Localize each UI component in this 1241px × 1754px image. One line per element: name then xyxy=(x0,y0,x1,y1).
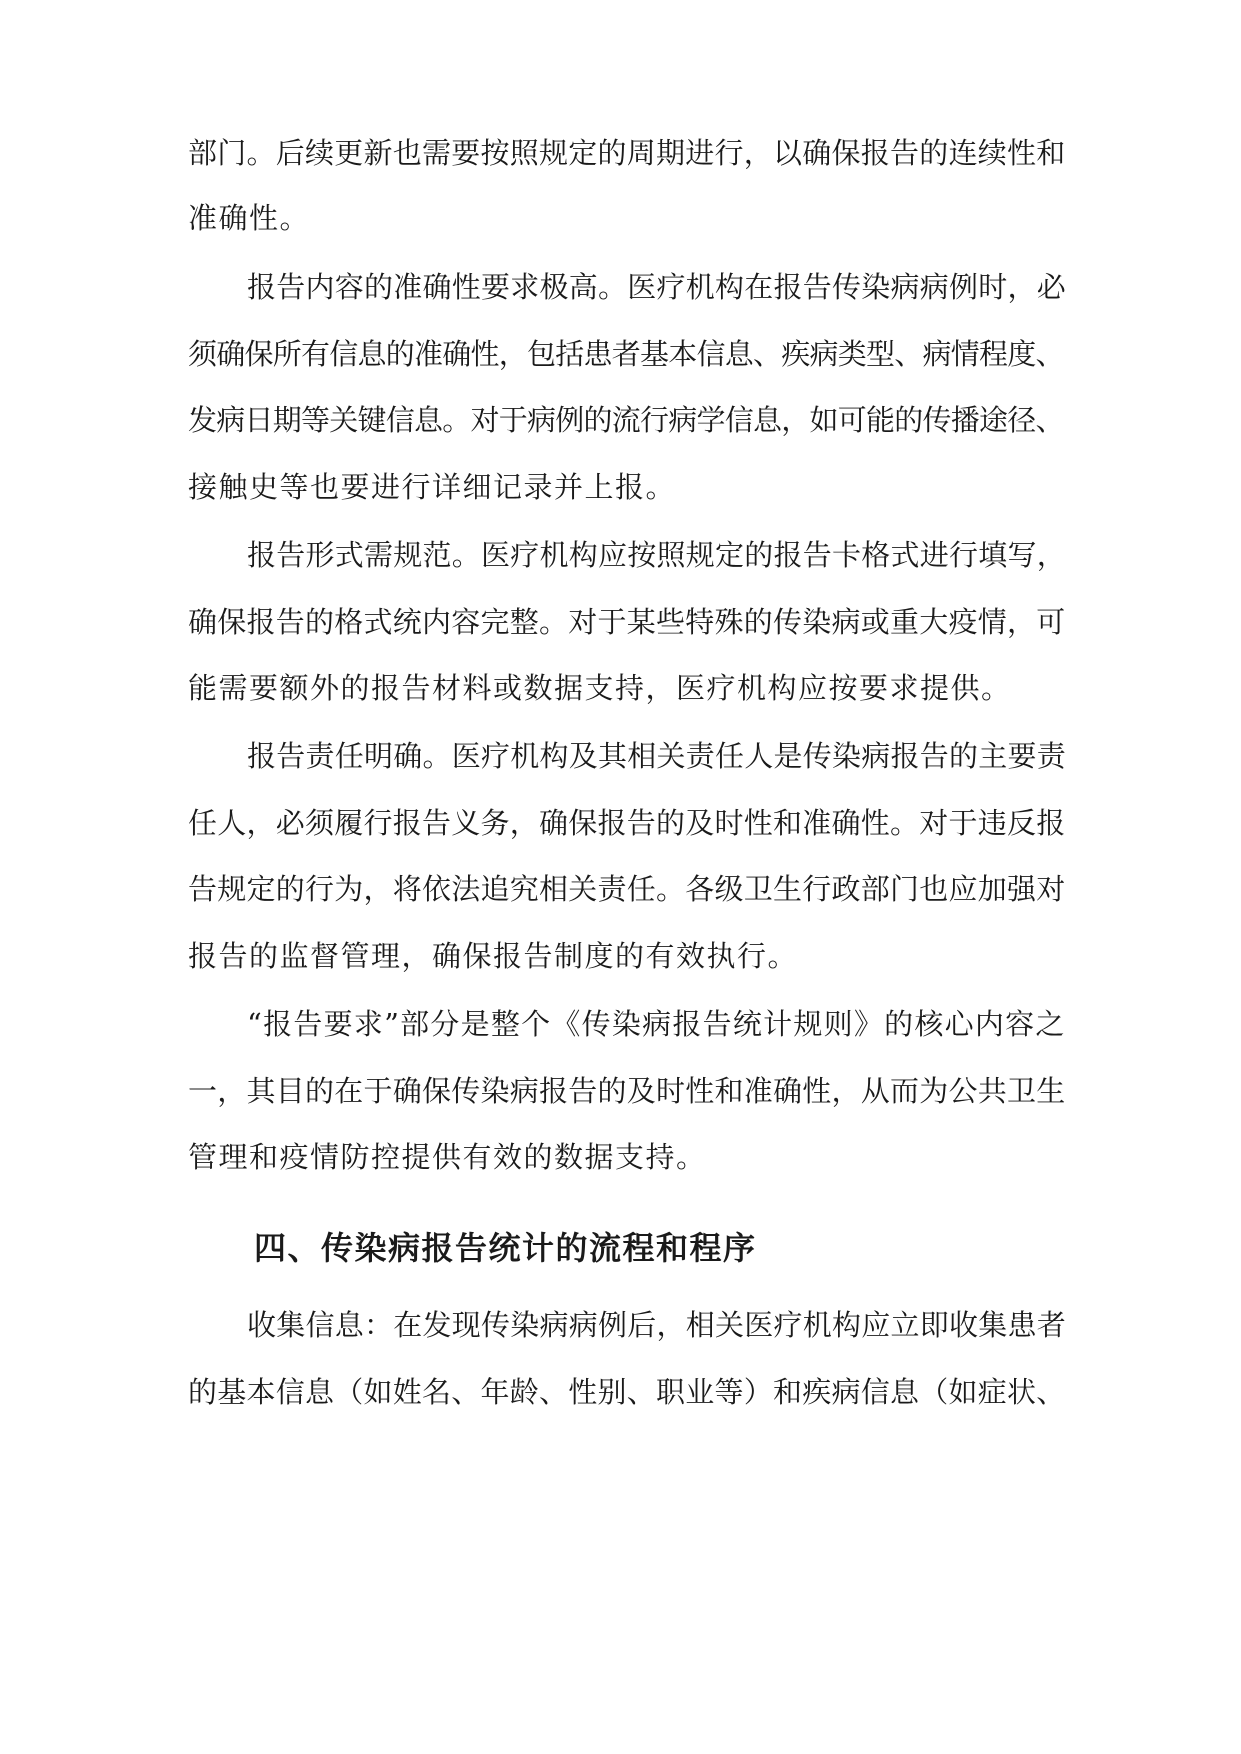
paragraph-line: 发病日期等关键信息。对于病例的流行病学信息，如可能的传播途径、 xyxy=(188,403,1064,437)
paragraph-line: 管理和疫情防控提供有效的数据支持。 xyxy=(188,1140,707,1174)
paragraph-line: 报告内容的准确性要求极高。医疗机构在报告传染病病例时，必 xyxy=(247,270,1067,304)
paragraph-line: 须确保所有信息的准确性，包括患者基本信息、疾病类型、病情程度、 xyxy=(188,337,1064,371)
paragraph-line: 的基本信息（如姓名、年龄、性别、职业等）和疾病信息（如症状、 xyxy=(188,1375,1066,1409)
paragraph-line: 接触史等也要进行详细记录并上报。 xyxy=(188,470,677,504)
paragraph-line: 报告形式需规范。医疗机构应按照规定的报告卡格式进行填写， xyxy=(247,538,1067,572)
paragraph-line: 准确性。 xyxy=(188,201,311,235)
section-heading: 四、传染病报告统计的流程和程序 xyxy=(254,1229,757,1267)
paragraph-line: 一，其目的在于确保传染病报告的及时性和准确性，从而为公共卫生 xyxy=(188,1074,1066,1108)
paragraph-line: 收集信息：在发现传染病病例后，相关医疗机构应立即收集患者 xyxy=(247,1308,1067,1342)
paragraph-line: 报告的监督管理，确保报告制度的有效执行。 xyxy=(188,939,799,973)
paragraph-line: 确保报告的格式统内容完整。对于某些特殊的传染病或重大疫情，可 xyxy=(188,605,1066,639)
paragraph-line: 报告责任明确。医疗机构及其相关责任人是传染病报告的主要责 xyxy=(247,739,1067,773)
paragraph-line: 任人，必须履行报告义务，确保报告的及时性和准确性。对于违反报 xyxy=(188,806,1066,840)
paragraph-line: 告规定的行为，将依法追究相关责任。各级卫生行政部门也应加强对 xyxy=(188,872,1066,906)
paragraph-line: 部门。后续更新也需要按照规定的周期进行，以确保报告的连续性和 xyxy=(188,136,1066,170)
paragraph-line: “报告要求”部分是整个《传染病报告统计规则》的核心内容之 xyxy=(247,1007,1066,1041)
paragraph-line: 能需要额外的报告材料或数据支持，医疗机构应按要求提供。 xyxy=(188,671,1012,705)
